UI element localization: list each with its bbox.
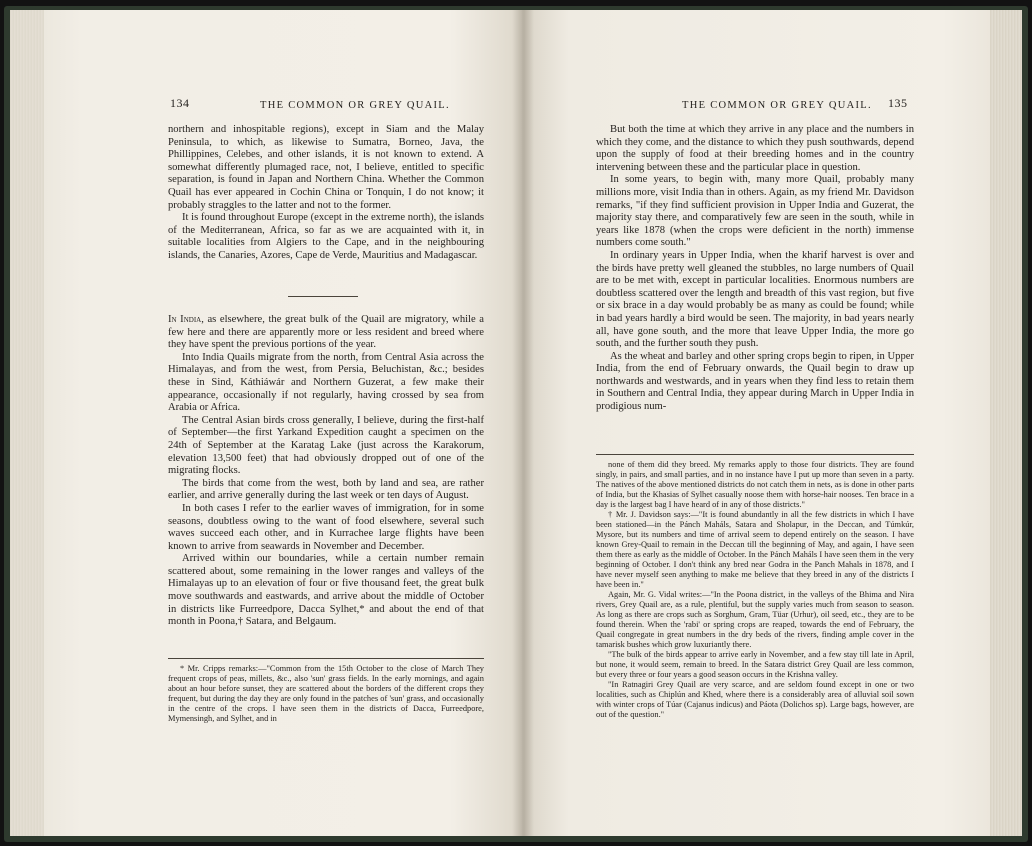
- footnote: "The bulk of the birds appear to arrive early in November, and a few stay till late in April, but none, it would seem, remain to breed. In the Satara district Grey Quail are less common, but every three or four years a good season occurs in the Krishna valley.: [596, 650, 914, 679]
- footnote: none of them did they breed. My remarks apply to those four districts. They are found singly, in pairs, and small parties, and in no instance have I put up more than seven in a party. The natives of the above mentioned districts do not catch them in nets, as is done in other parts of India, but the Khasias of Sylhet casually noose them with horse-hair nooses. Ten brace in a day is the largest bag I have heard of in any of those districts.": [596, 460, 914, 509]
- paragraph: In both cases I refer to the earlier waves of immigration, for in some seasons, doubtless owing to the want of food elsewhere, several such waves succeed each other, and in Kurrachee large flights have been known to arrive from seawards in November and December.: [168, 502, 484, 552]
- page-stack-left: [10, 10, 44, 836]
- right-page: [522, 10, 990, 836]
- footnote-rule: [168, 658, 484, 659]
- left-running-head: THE COMMON OR GREY QUAIL.: [260, 100, 450, 111]
- left-page-number: 134: [170, 96, 190, 110]
- paragraph: As the wheat and barley and other spring crops begin to ripen, in Upper India, from the end of February onwards, the Quail begin to draw up northwards and westwards, and in years when they find less to retain them in Southern and Central India, they appear during March in Upper India in prodigious num-: [596, 350, 914, 413]
- footnote: † Mr. J. Davidson says:—"It is found abundantly in all the few districts in which I have been stationed—in the Pánch Maháls, Satara and Sholapur, in the Deccan, and Túmkúr, Mysore, but its numbers and time of arrival seem to depend entirely on the season. I have known Grey-Quail to remain in the Deccan till the beginning of May, and again, I have seen them there as early as the middle of October. In the Pánch Maháls I have seen them in the very beginning of October. I don't think any bred near Godra in the Panch Mahals in 1878, and I have never myself seen anything to make me believe that they breed in any of the districts I have been in.": [596, 510, 914, 589]
- paragraph: In some years, to begin with, many more Quail, probably many millions more, visit India than in others. Again, as my friend Mr. Davidson remarks, "if they find sufficient provision in Upper India and Guzerat, the majority stay there, and comparatively few are seen in the south, while in years like 1878 (when the crops were deficient in the north) immense numbers come south.": [596, 174, 914, 249]
- paragraph: [168, 314, 484, 352]
- paragraph: Into India Quails migrate from the north, from Central Asia across the Himalayas, and from the west, from Persia, Beluchistan, &c.; besides these in Sind, Káthiáwár and Northern Guzerat, a few make their appearance, occasionally if not regularly, having crossed by sea from Arabia or Africa.: [168, 351, 484, 414]
- left-body-text: [168, 124, 484, 263]
- page-stack-right: [990, 10, 1022, 836]
- section-opening: as elsewhere, the great bulk of the Quail are migratory, while a few here and there are apparently more or less resident and breed where they have spent the previous portions of the year.: [168, 314, 484, 351]
- left-page: [44, 10, 522, 836]
- left-footnotes: [168, 664, 484, 724]
- paragraph: The birds that come from the west, both by land and sea, are rather earlier, and arrive generally during the last week or ten days of August.: [168, 477, 484, 502]
- paragraph: northern and inhospitable regions), except in Siam and the Malay Peninsula, to which, as likewise to Sumatra, Borneo, Java, the Phillippines, Celebes, and other islands, it is not known to extend. A somewhat differently plumaged race, not, I believe, entitled to specific separation, is found in Japan and Northern China. Whether the Common Quail has ever appeared in Cochin China or Tonquin, I do not know; it probably straggles to the latter and not to the former.: [168, 124, 484, 211]
- paragraph: But both the time at which they arrive in any place and the numbers in which they come, and the distance to which they push southwards, depend upon the supply of food at their breeding homes and in the country intervening between these and the particular place in question.: [596, 124, 914, 173]
- footnote: * Mr. Cripps remarks:—"Common from the 15th October to the close of March They frequent crops of peas, millets, &c., also 'sun' grass fields. In the early mornings, and again about an hour before sunset, they are scattered about the borders of the different crops they frequent, but during the day they are only found in the patches of 'sun' grass, and occasionally in the centre of the crops. I have seen them in the districts of Dacca, Furreedpore, Mymensingh, and Sylhet, and in: [168, 664, 484, 723]
- right-footnotes: [596, 460, 914, 720]
- footnote-rule: [596, 454, 914, 455]
- book-gutter-shadow: [512, 10, 534, 836]
- footnote: "In Ratnagiri Grey Quail are very scarce, and are seldom found except in one or two localities, such as Chiplún and Khed, where there is a considerably area of alluvial soil sown with winter crops of Túar (Cajanus indicus) and Páota (Dolichos sp). Large bags, however, are out of the question.": [596, 680, 914, 719]
- paragraph: In ordinary years in Upper India, when the kharif harvest is over and the birds have pretty well gleaned the stubbles, no large numbers of Quail are to be met with, except in particular localities. Enormous numbers are doubtless scattered over the length and breadth of this vast region, but five or six brace in a day would probably be as many as could be found; while in bad years hardly a bird would be seen. The majority, in bad years nearly all, have gone south, and the more that leave Upper India, the more go south, and the further south they push.: [596, 249, 914, 350]
- footnote: Again, Mr. G. Vidal writes:—"In the Poona district, in the valleys of the Bhima and Nira rivers, Grey Quail are, as a rule, plentiful, but the supply varies much from season to season. As long as there are crops such as Sorghum, Gram, Tüar (Urhur), oil seed, etc., they are to be found therein. When the 'rabi' or spring crops are reaped, towards the end of February, the Quail congregate in great numbers in the dry beds of the rivers, finding ample cover in the tamarisk bushes which grow luxuriantly there.: [596, 590, 914, 649]
- paragraph: Arrived within our boundaries, while a certain number remain scattered about, some remaining in the lower ranges and valleys of the Himalayas up to an elevation of four or five thousand feet, the great bulk move southwards and eastwards, and arrive about the middle of October in districts like Furreedpore, Dacca Sylhet,* and about the end of that month in Poona,† Satara, and Belgaum.: [168, 553, 484, 628]
- right-running-head: THE COMMON OR GREY QUAIL.: [682, 100, 872, 111]
- left-section-text: [168, 314, 484, 629]
- section-lead: In India,: [168, 314, 204, 325]
- paragraph: The Central Asian birds cross generally, I believe, during the first-half of September—the first Yarkand Expedition caught a specimen on the 24th of September at the Karatag Lake (just across the Karakorum, elevation 13,500 feet) that had obviously dropped out of one of the migrating flocks.: [168, 414, 484, 477]
- right-page-number: 135: [888, 96, 908, 110]
- paragraph: It is found throughout Europe (except in the extreme north), the islands of the Mediterranean, Africa, so far as we are acquainted with it, in suitable localities from Algiers to the Cape, and in the neighbouring islands, the Canaries, Azores, Cape de Verde, Mauritius and Madagascar.: [168, 212, 484, 261]
- section-divider: [288, 296, 358, 297]
- right-body-text: [596, 124, 914, 414]
